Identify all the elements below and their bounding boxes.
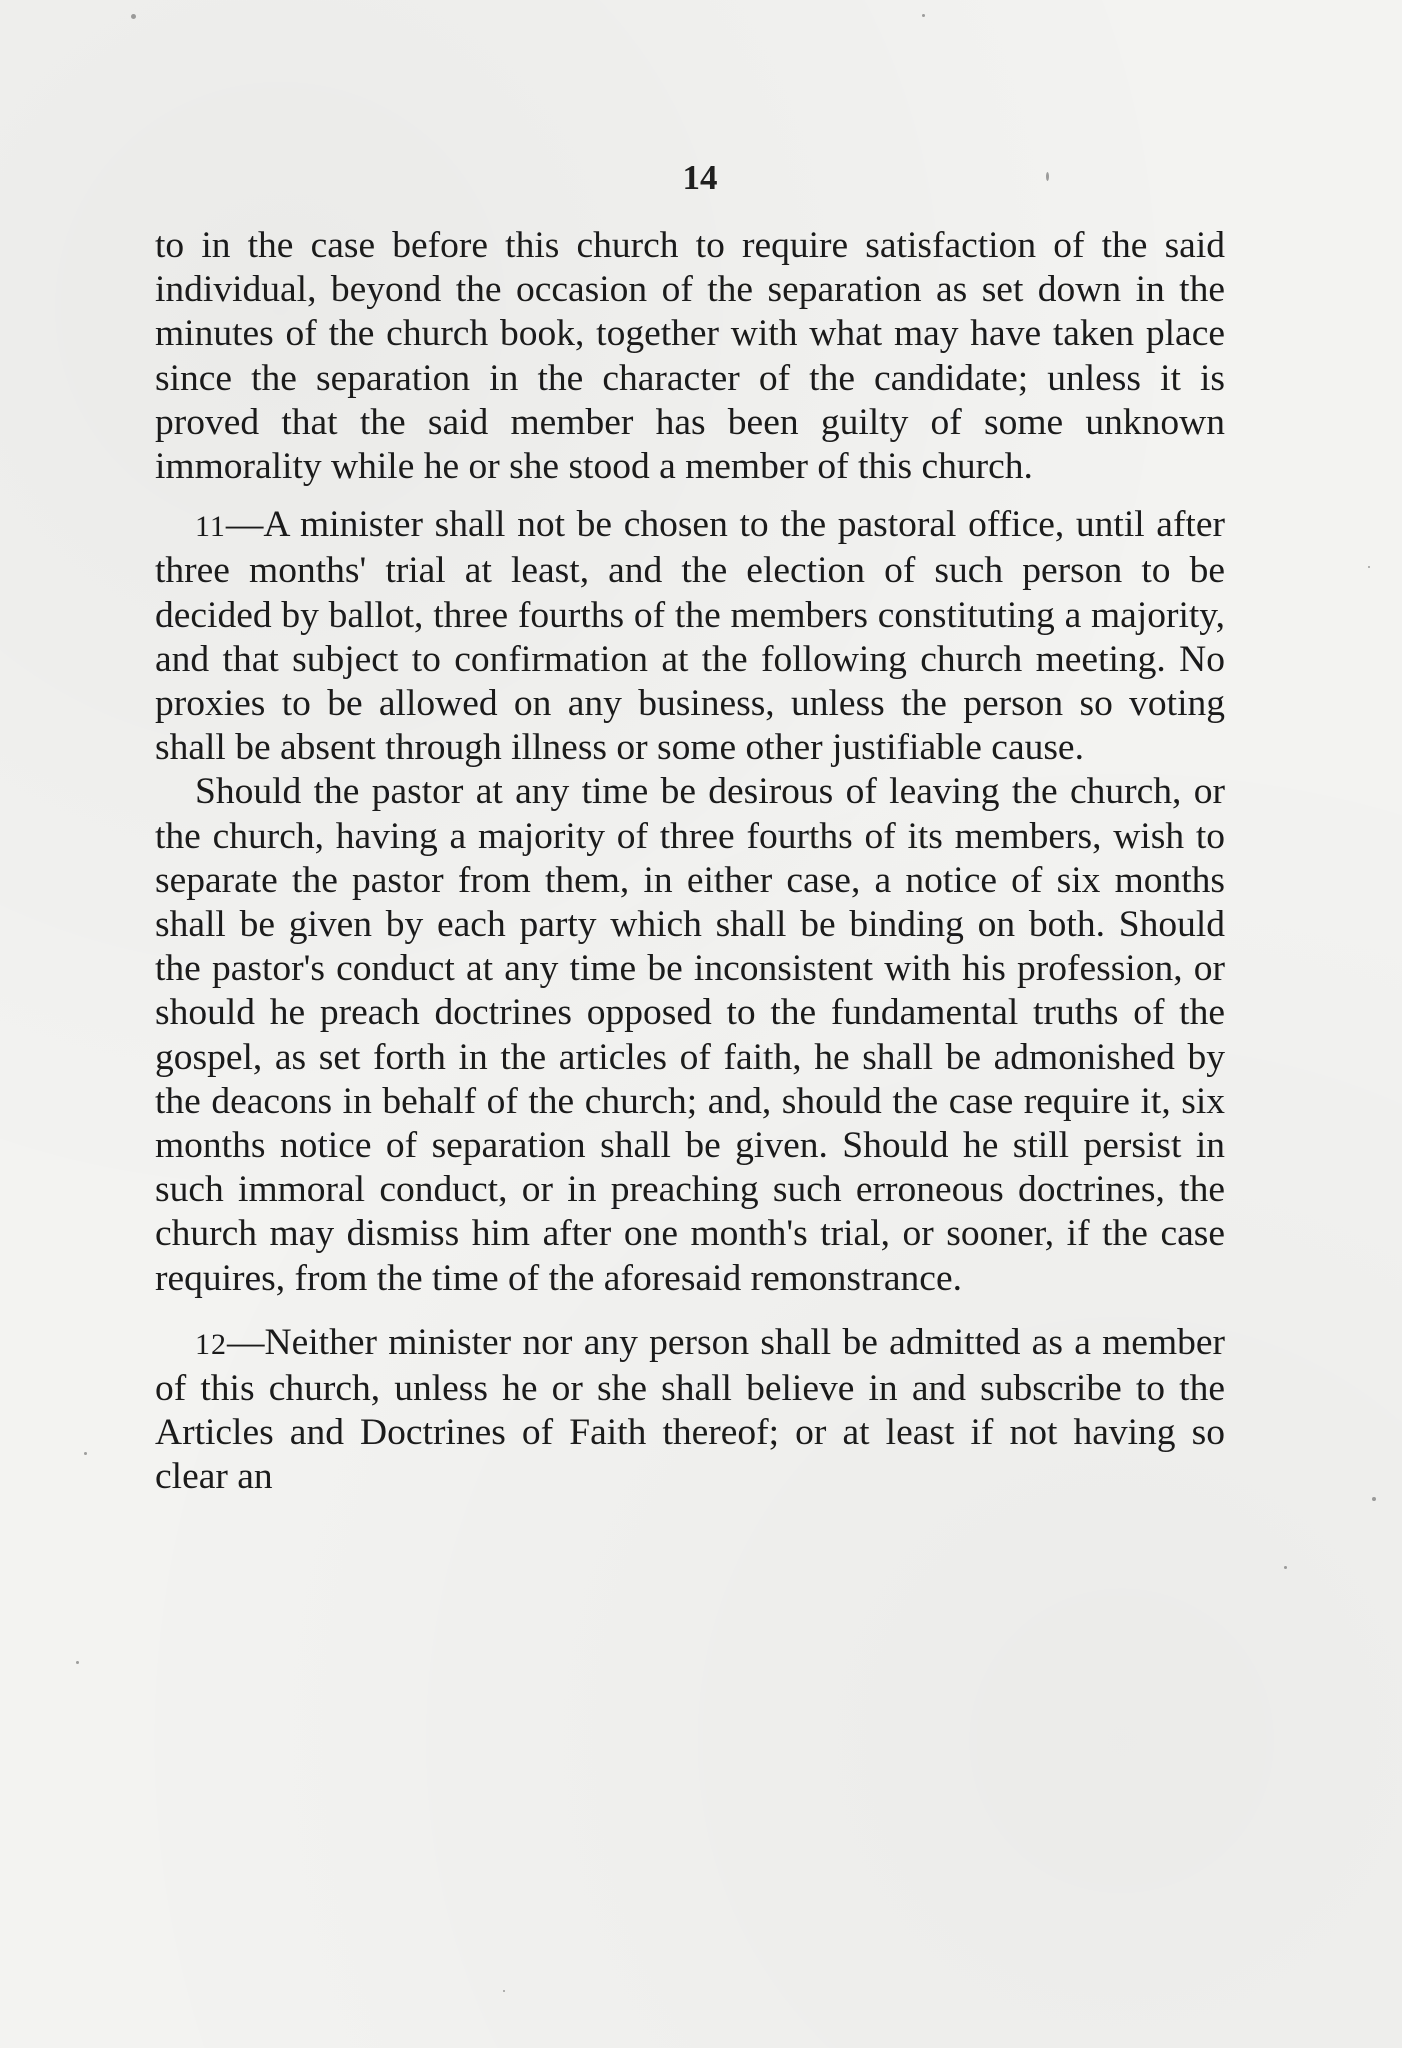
scan-speck [1046, 172, 1049, 181]
body-text [155, 224, 1225, 1500]
article-number: 12 [195, 1327, 227, 1361]
paragraph-continuation: to in the case before this church to require satisfaction of the said individual, beyond the occasion of the separation as set down in the minutes of the church book, together with what may have taken place since the separation in the character of the candidate; unless it is proved that the said member has been guilty of some unknown immorality while he or she stood a member of this church. [155, 225, 1225, 488]
paragraph-article-12 [155, 1321, 1225, 1500]
scan-speck [1368, 566, 1370, 568]
paragraph-article-11 [155, 503, 1225, 770]
scan-speck [131, 14, 136, 19]
scan-speck [503, 1990, 505, 1992]
paragraph-pastor-separation: Should the pastor at any time be desirous of leaving the church, or the church, having a majority of three fourths of its members, wish to separate the pastor from them, in either case, a notice of six months shall be given by each party which shall be binding on both. Should the pastor's conduct at any time be inconsistent with his profession, or should he preach doctrines opposed to the fundamental truths of the gospel, as set forth in the articles of faith, he shall be admonished by the deacons in behalf of the church; and, should the case require it, six months notice of separation shall be given. Should he still persist in such immoral conduct, or in preaching such erroneous doctrines, the church may dismiss him after one month's trial, or sooner, if the case requires, from the time of the aforesaid remonstrance. [155, 771, 1225, 1299]
page-number: 14 [682, 158, 718, 197]
scan-speck [84, 1452, 87, 1455]
article-number: 11 [195, 510, 226, 544]
scan-speck [1284, 1566, 1287, 1569]
scan-speck [922, 14, 925, 17]
article-text: —A minister shall not be chosen to the pastoral office, until after three months' trial at least, and the election of such person to be decided by ballot, three fourths of the members constituting a majority, and that subject to confirmation at the following church meeting. No proxies to be allowed on any business, unless the person so voting shall be absent through illness or some other justifiable cause. [155, 504, 1225, 769]
scan-speck [76, 1661, 79, 1664]
scan-speck [1372, 1497, 1376, 1501]
article-text: —Neither minister nor any person shall be admitted as a member of this church, unless he or she shall believe in and subscribe to the Articles and Doctrines of Faith thereof; or at least if not having so clear an [155, 1321, 1225, 1498]
